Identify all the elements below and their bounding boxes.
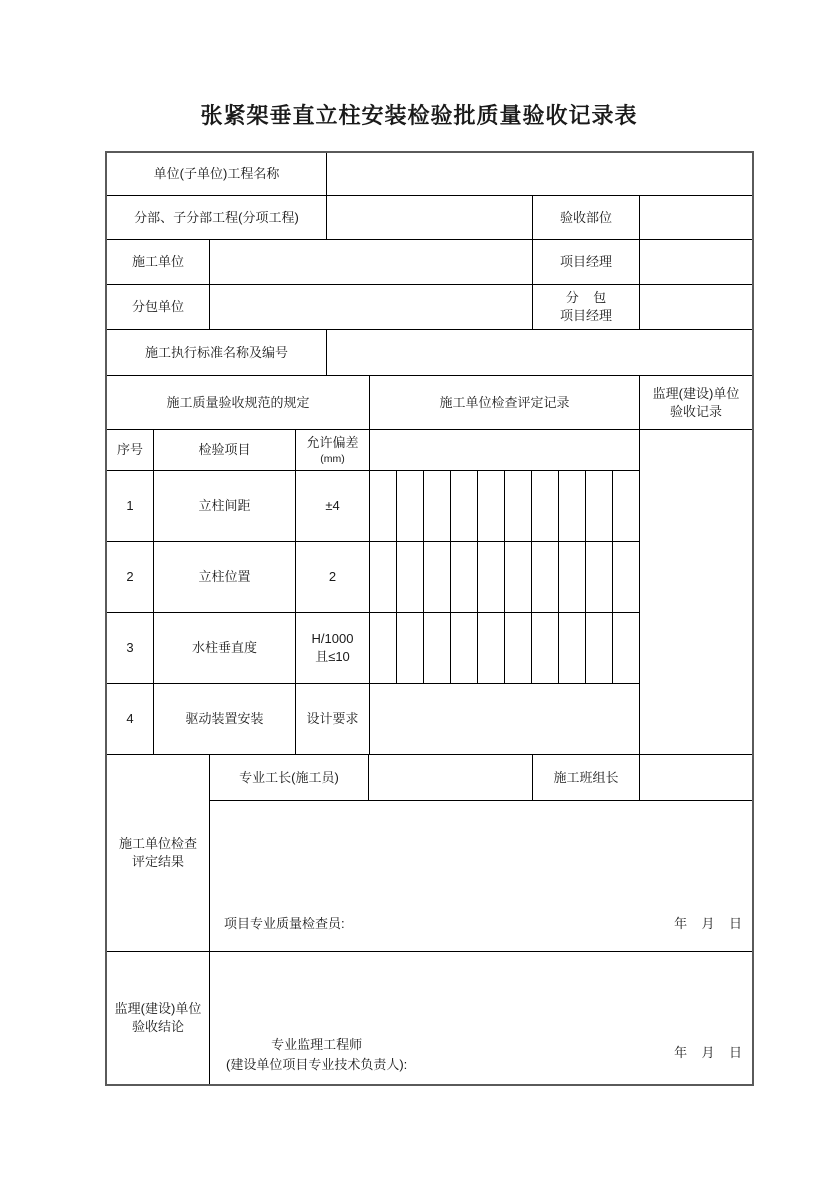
measure-cell[interactable] [532, 542, 559, 612]
row-subcontractor [107, 285, 752, 330]
measure-cell[interactable] [532, 613, 559, 683]
construction-check-body [210, 755, 752, 952]
subdivision-label: 分部、子分部工程(分项工程) [107, 196, 327, 240]
col-tolerance-header-line1: 允许偏差 [306, 435, 359, 451]
subcontractor-value[interactable] [210, 285, 533, 330]
measure-cell[interactable] [451, 471, 478, 541]
measure-cell[interactable] [559, 613, 586, 683]
supervision-conclusion-section [107, 952, 752, 1084]
engineer-label [226, 1035, 407, 1074]
row2-seq: 2 [107, 542, 154, 613]
measure-cell[interactable] [559, 471, 586, 541]
measure-cell[interactable] [532, 471, 559, 541]
measure-cell[interactable] [613, 471, 640, 541]
measure-cell[interactable] [478, 542, 505, 612]
inspector-label: 项目专业质量检查员: [224, 916, 345, 932]
inspection-subheader-row [107, 430, 640, 471]
foreman-row [210, 755, 752, 801]
supervision-record-header-line2: 验收记录 [669, 403, 722, 419]
measure-cell[interactable] [478, 613, 505, 683]
measure-cell[interactable] [451, 542, 478, 612]
col-tolerance-header [296, 430, 370, 471]
supervision-record-cell[interactable] [640, 430, 752, 755]
supervision-conclusion-label-line1: 监理(建设)单位 [114, 1001, 202, 1017]
foreman-value[interactable] [369, 755, 533, 801]
col-tolerance-header-line2: (mm) [320, 452, 345, 465]
measure-cell[interactable] [397, 542, 424, 612]
row4-seq: 4 [107, 684, 154, 755]
measure-cell[interactable] [586, 542, 613, 612]
inspector-sign-area[interactable] [210, 801, 752, 952]
measure-cell[interactable] [370, 613, 397, 683]
form-table [105, 151, 754, 1086]
inspection-row-3 [107, 613, 640, 684]
unit-project-name-label: 单位(子单位)工程名称 [107, 153, 327, 196]
subcontract-pm-label-line2: 项目经理 [559, 308, 612, 323]
measure-cell[interactable] [505, 542, 532, 612]
inspection-left-block [107, 430, 640, 755]
standard-label: 施工执行标准名称及编号 [107, 330, 327, 376]
construction-check-label-line2: 评定结果 [131, 854, 184, 869]
construction-unit-label: 施工单位 [107, 240, 210, 285]
engineer-label-line1: 专业监理工程师 [271, 1037, 363, 1052]
subcontractor-label: 分包单位 [107, 285, 210, 330]
measure-cell[interactable] [424, 613, 451, 683]
measure-cell[interactable] [397, 613, 424, 683]
form-title: 张紧架垂直立柱安装检验批质量验收记录表 [200, 103, 638, 128]
supervision-sign-area[interactable] [210, 952, 752, 1084]
supervision-record-header [640, 376, 752, 430]
construction-check-label-line1: 施工单位检查 [118, 836, 197, 852]
measure-cell[interactable] [505, 613, 532, 683]
inspection-row-2 [107, 542, 640, 613]
acceptance-part-label: 验收部位 [533, 196, 640, 240]
measure-cell[interactable] [586, 613, 613, 683]
project-manager-label: 项目经理 [533, 240, 640, 285]
measure-cell[interactable] [424, 542, 451, 612]
crew-leader-value[interactable] [640, 755, 752, 801]
subcontract-pm-value[interactable] [640, 285, 752, 330]
acceptance-part-value[interactable] [640, 196, 752, 240]
row3-tolerance-line1: H/1000 [311, 631, 354, 647]
row2-tolerance: 2 [296, 542, 370, 613]
standard-value[interactable] [327, 330, 752, 376]
inspection-row-4 [107, 684, 640, 755]
row4-record-area[interactable] [370, 684, 640, 755]
subcontract-pm-label [533, 285, 640, 330]
supervision-record-header-line1: 监理(建设)单位 [652, 385, 740, 401]
inspection-header-row [107, 376, 752, 430]
check-record-header: 施工单位检查评定记录 [370, 376, 640, 430]
row1-tolerance: ±4 [296, 471, 370, 542]
inspection-body [107, 430, 752, 755]
project-manager-value[interactable] [640, 240, 752, 285]
row4-tolerance: 设计要求 [296, 684, 370, 755]
subdivision-value[interactable] [327, 196, 533, 240]
row-unit-project [107, 153, 752, 196]
subheader-record-area [370, 430, 640, 471]
supervision-date: 年 月 日 [674, 1045, 742, 1061]
measure-cell[interactable] [370, 471, 397, 541]
row3-seq: 3 [107, 613, 154, 684]
row2-measure-grid [370, 542, 640, 613]
foreman-label: 专业工长(施工员) [210, 755, 369, 801]
subcontract-pm-label-line1: 分 包 [565, 290, 607, 306]
row-standard [107, 330, 752, 376]
row-subdivision [107, 196, 752, 240]
crew-leader-label: 施工班组长 [533, 755, 640, 801]
construction-unit-value[interactable] [210, 240, 533, 285]
engineer-label-line2: (建设单位项目专业技术负责人): [226, 1056, 408, 1072]
inspector-date: 年 月 日 [674, 916, 742, 932]
inspection-row-1 [107, 471, 640, 542]
supervision-conclusion-label [107, 952, 210, 1084]
measure-cell[interactable] [397, 471, 424, 541]
spec-header: 施工质量验收规范的规定 [107, 376, 370, 430]
measure-cell[interactable] [586, 471, 613, 541]
unit-project-name-value[interactable] [327, 153, 752, 196]
row4-item: 驱动装置安装 [154, 684, 296, 755]
measure-cell[interactable] [478, 471, 505, 541]
measure-cell[interactable] [424, 471, 451, 541]
row3-measure-grid [370, 613, 640, 684]
col-item-header: 检验项目 [154, 430, 296, 471]
row3-item: 水柱垂直度 [154, 613, 296, 684]
measure-cell[interactable] [370, 542, 397, 612]
row2-item: 立柱位置 [154, 542, 296, 613]
col-seq-header: 序号 [107, 430, 154, 471]
row3-tolerance-line2: 且≤10 [315, 649, 350, 664]
row-construction-unit [107, 240, 752, 285]
row1-seq: 1 [107, 471, 154, 542]
measure-cell[interactable] [613, 613, 640, 683]
row3-tolerance [296, 613, 370, 684]
measure-cell[interactable] [505, 471, 532, 541]
measure-cell[interactable] [451, 613, 478, 683]
construction-check-label [107, 755, 210, 952]
row1-item: 立柱间距 [154, 471, 296, 542]
measure-cell[interactable] [613, 542, 640, 612]
measure-cell[interactable] [559, 542, 586, 612]
supervision-conclusion-label-line2: 验收结论 [131, 1019, 184, 1034]
construction-check-section [107, 755, 752, 952]
row1-measure-grid [370, 471, 640, 542]
